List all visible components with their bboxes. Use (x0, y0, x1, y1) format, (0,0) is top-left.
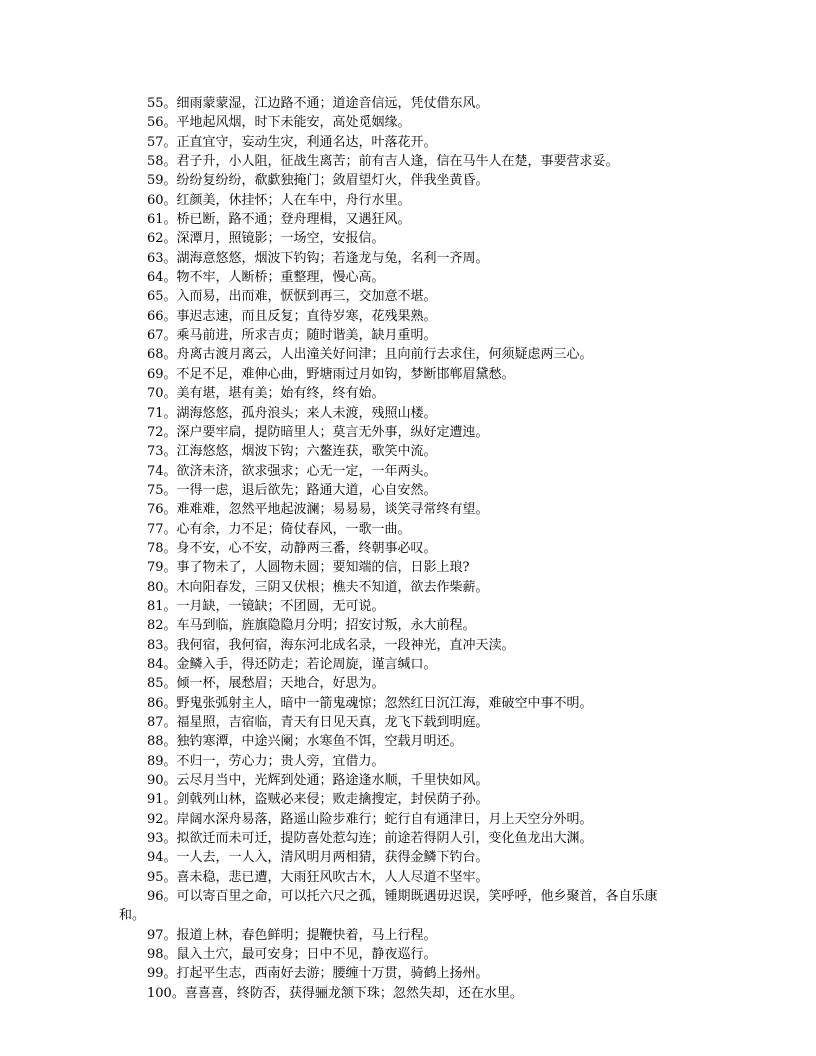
verse-line: 69。不足不足，难伸心曲，野塘雨过月如钩，梦断邯郸眉黛愁。 (147, 366, 515, 382)
verse-line: 72。深户要牢扃，提防暗里人；莫言无外事，纵好定遭迍。 (147, 424, 489, 440)
verse-line: 78。身不安，心不安，动静两三番，终朝事必叹。 (147, 540, 437, 556)
verse-line: 91。剑戟列山林，盗贼必来侵；败走擒搜定，封侯荫子孙。 (147, 792, 489, 808)
verse-line: 79。事了物未了，人圆物未圆；要知端的信，日影上琅? (147, 560, 470, 576)
verse-line: 97。报道上林，春色鲜明；提鞭快着，马上行程。 (147, 927, 437, 943)
verse-line: 82。车马到临，旌旗隐隐月分明；招安讨叛，永大前程。 (147, 618, 476, 634)
verse-line: 74。欲济未济，欲求强求；心无一定，一年两头。 (147, 463, 437, 479)
verse-line-continued: 和。 (119, 908, 146, 924)
verse-line: 71。湖海悠悠，孤舟浪头；来人未渡，残照山楼。 (147, 405, 437, 421)
verse-line: 75。一得一虑，退后欲先；路通大道，心自安然。 (147, 482, 437, 498)
verse-line: 85。倾一杯，展愁眉；天地合，好思为。 (147, 676, 385, 692)
verse-line: 92。岸阔水深舟易落，路遥山险步难行；蛇行自有通津日，月上天空分外明。 (147, 811, 593, 827)
verse-line: 64。物不牢，人断桥；重整理，慢心高。 (147, 270, 385, 286)
verse-line: 87。福星照，吉宿临，青天有日见天真，龙飞下载到明庭。 (147, 715, 489, 730)
verse-line: 93。拟欲迁而未可迁，提防喜处惹勾连；前途若得阴人引，变化鱼龙出大渊。 (147, 831, 593, 847)
verse-line: 57。正直宜守，妄动生灾，利通名达，叶落花开。 (147, 134, 437, 150)
verse-line: 66。事迟志速，而且反复；直待岁寒，花残果熟。 (147, 308, 437, 324)
verse-line: 58。君子升，小人阻，征战生离苦；前有吉人逢，信在马牛人在楚，事要营求妥。 (147, 154, 619, 170)
verse-line: 62。深潭月，照镜影；一场空，安报信。 (147, 231, 385, 247)
verse-line: 83。我何宿，我何宿，海东河北成名录，一段神光，直冲天渎。 (147, 637, 515, 653)
verse-line: 67。乘马前进，所求吉贞；随时谐美，缺月重明。 (147, 328, 437, 344)
verse-line: 96。可以寄百里之命，可以托六尺之孤，锺期既遇毋迟误，笑呼呼，他乡聚首，各自乐康 (147, 889, 658, 905)
verse-line: 70。美有堪，堪有美；始有终，终有始。 (147, 386, 385, 402)
verse-line: 88。独钓寒潭，中途兴阑；水寒鱼不饵，空载月明还。 (147, 734, 463, 750)
verse-line: 98。鼠入土穴，最可安身；日中不见，静夜巡行。 (147, 947, 437, 963)
verse-line: 73。江海悠悠，烟波下钩；六鳌连获，歌笑中流。 (147, 444, 437, 460)
verse-line: 76。难难难，忽然平地起波澜；易易易，谈笑寻常终有望。 (147, 502, 489, 518)
verse-line: 60。红颜美，休挂怀；人在车中，舟行水里。 (147, 192, 411, 208)
verse-line: 84。金鳞入手，得还防走；若论周旋，谨言缄口。 (147, 656, 437, 672)
verse-line: 68。舟离古渡月离云，人出潼关好问津；且向前行去求住，何须疑虑两三心。 (147, 347, 593, 363)
verse-line: 86。野鬼张弧射主人，暗中一箭鬼魂惊；忽然红日沉江海，难破空中事不明。 (147, 695, 593, 711)
document-body (119, 94, 747, 1003)
verse-line: 94。一人去，一人入，清风明月两相猜，获得金鳞下钓台。 (147, 850, 489, 866)
verse-line: 95。喜未稳，悲已遭，大雨狂风吹古木，人人尽道不坚牢。 (147, 869, 489, 885)
verse-line: 81。一月缺，一镜缺；不团圆，无可说。 (147, 598, 385, 614)
verse-line: 77。心有余，力不足；倚仗春风，一歌一曲。 (147, 521, 411, 537)
verse-line: 56。平地起风烟，时下未能安，高处觅姻缘。 (147, 115, 411, 131)
verse-line: 89。不归一，劳心力；贵人旁，宜借力。 (147, 753, 385, 769)
verse-line: 80。木向阳春发，三阴又伏根；樵夫不知道，欲去作柴薪。 (147, 579, 489, 595)
verse-line: 55。细雨蒙蒙湿，江边路不通；道途音信远，凭仗借东风。 (147, 96, 489, 111)
verse-line: 90。云尽月当中，光辉到处通；路途逢水顺，千里快如风。 (147, 773, 489, 789)
verse-line: 100。喜喜喜，终防否，获得骊龙颔下珠；忽然失却，还在水里。 (147, 985, 523, 1001)
verse-line: 61。桥已断，路不通；登舟理楫，又遇狂风。 (147, 212, 411, 228)
verse-line: 65。入而易，出而难，恹恹到再三，交加意不堪。 (147, 289, 437, 305)
verse-line: 99。打起平生志，西南好去游；腰缠十万贯，骑鹤上扬州。 (147, 966, 489, 982)
verse-line: 59。纷纷复纷纷，欷歔独掩门；敛眉望灯火，伴我坐黄昏。 (147, 173, 489, 189)
verse-line: 63。湖海意悠悠，烟波下钓钩；若逢龙与兔，名利一齐周。 (147, 250, 489, 266)
